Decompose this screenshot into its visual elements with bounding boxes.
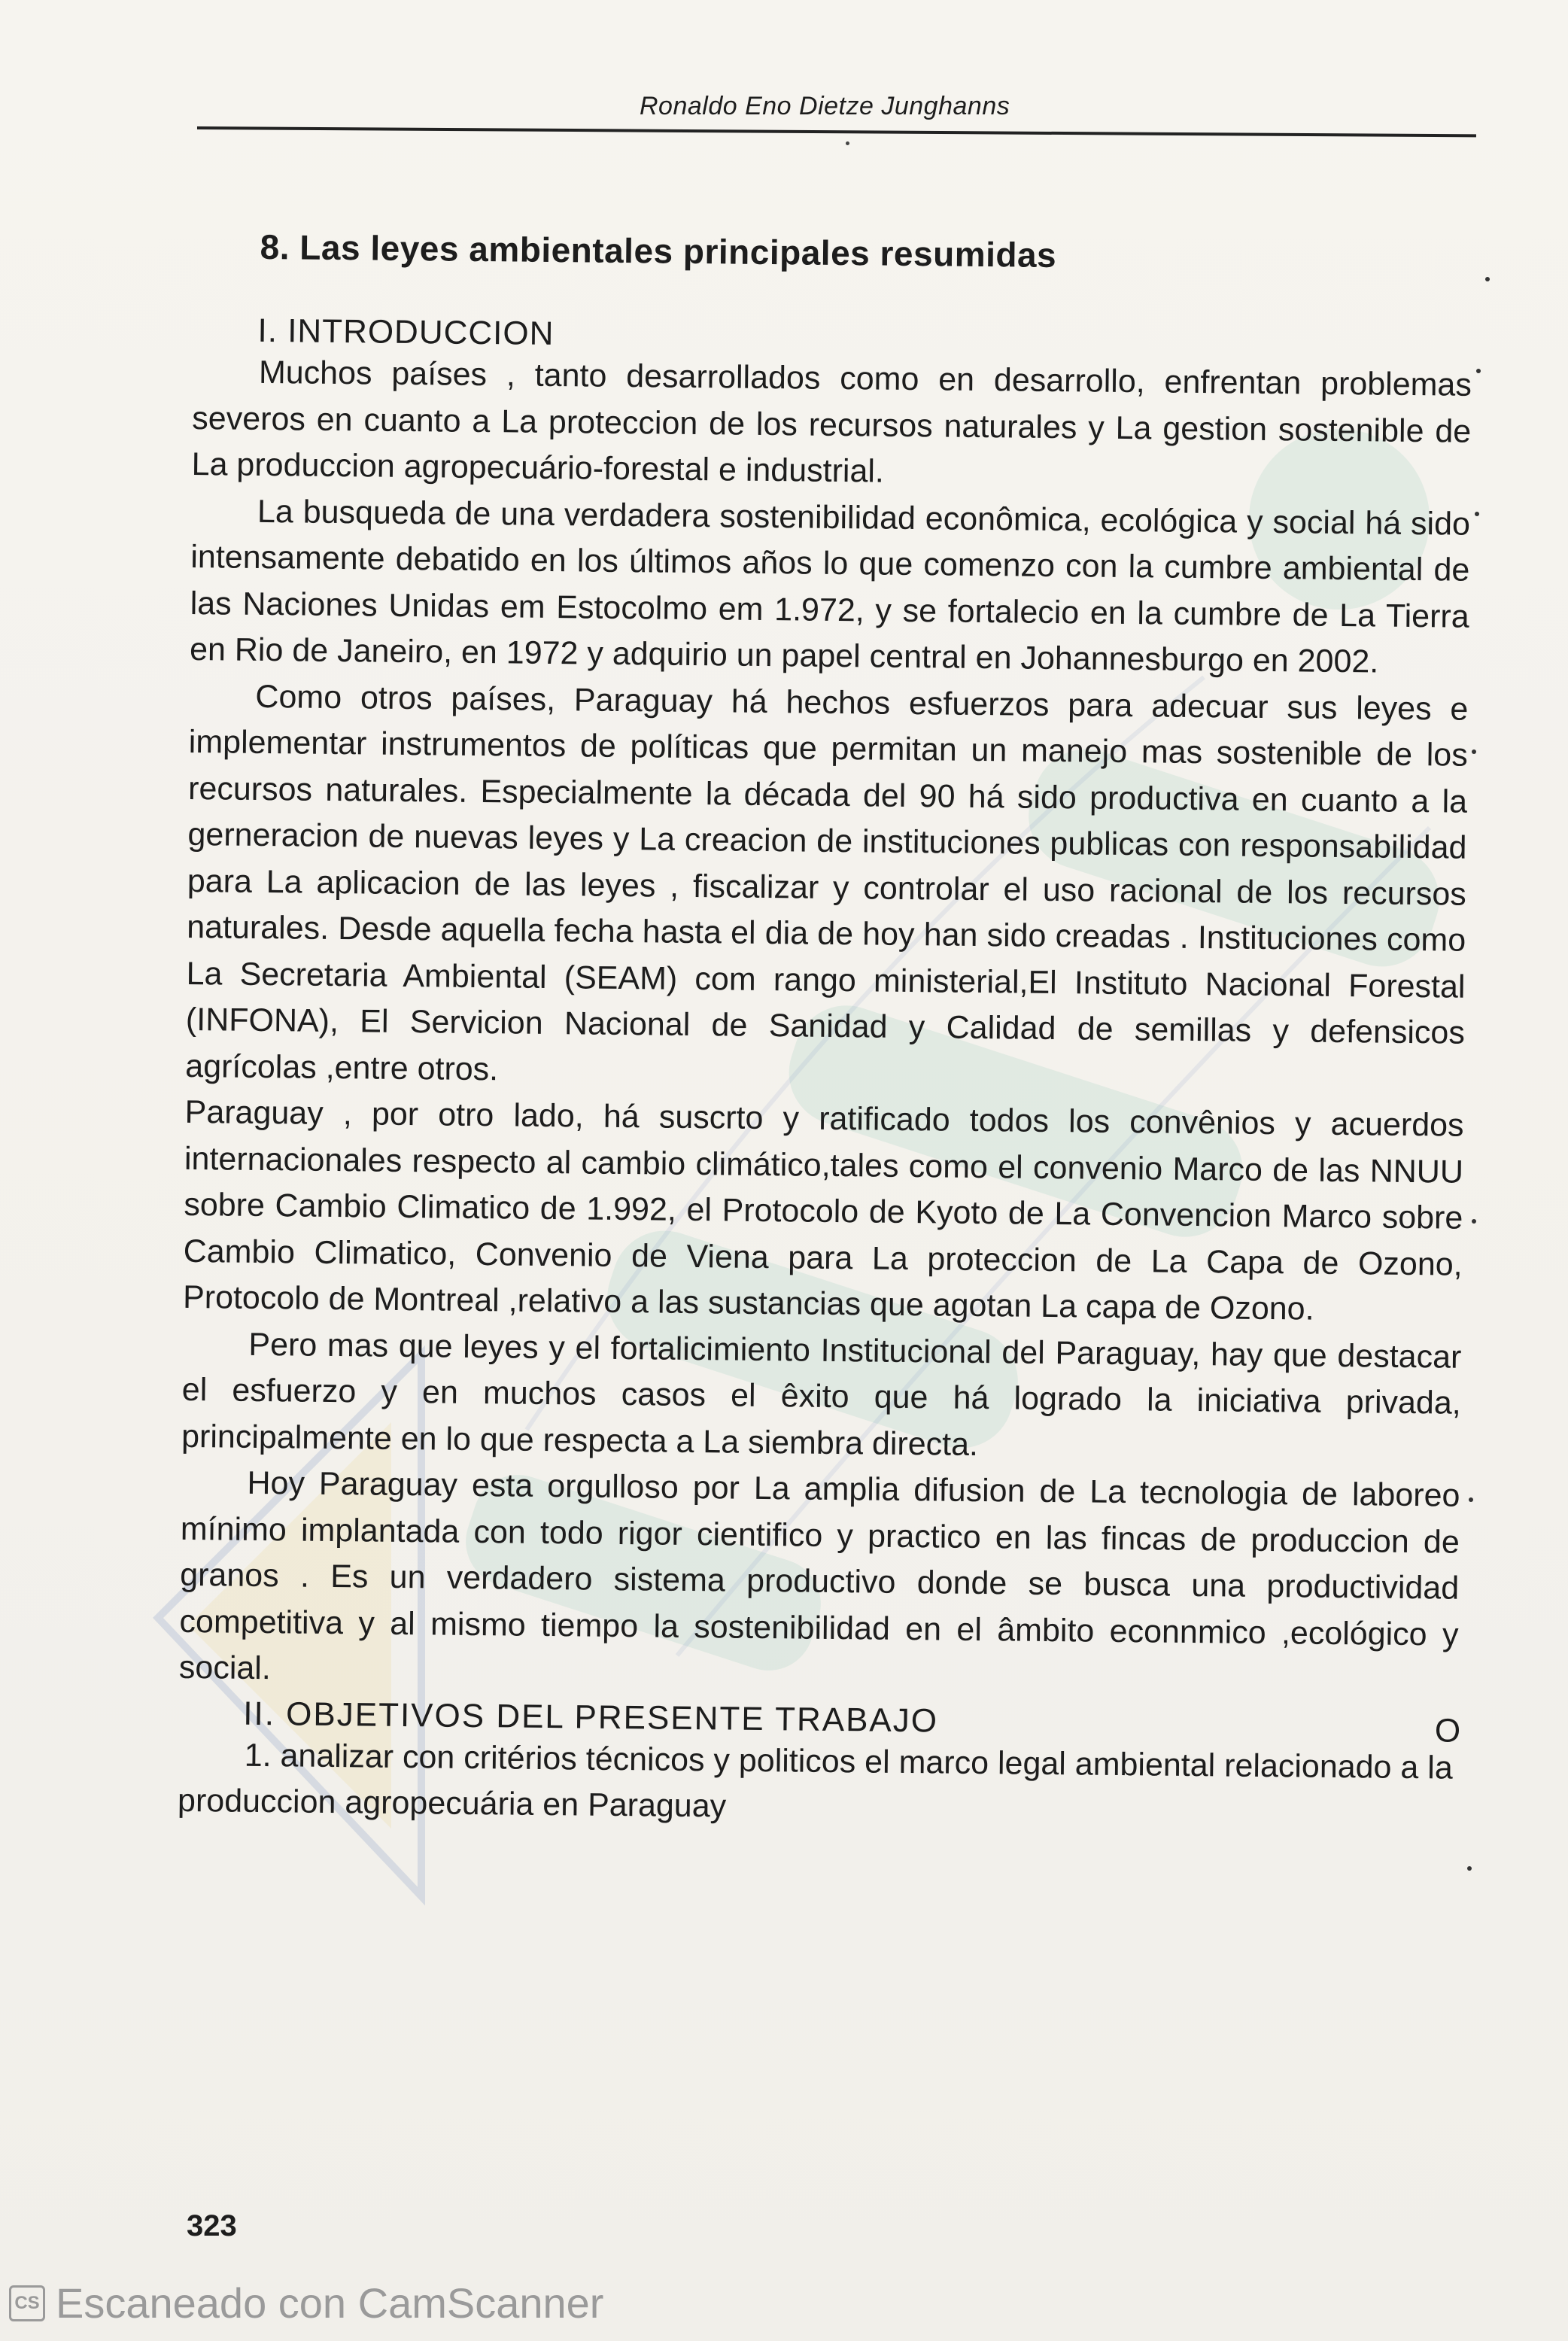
margin-dot [1475, 512, 1479, 516]
margin-dot [1485, 277, 1490, 281]
intro-paragraph-5: Pero mas que leyes y el fortalicimiento Institucional del Paraguay, hay que destacar el esfuerzo y en muchos casos el êxito que há logrado la iniciativa privada, principalmente en lo que respecta a La siembra directa. [181, 1326, 1462, 1463]
objectives-marker: O [1434, 1711, 1463, 1750]
objective-item-1: 1. analizar con critérios técnicos y politicos el marco legal ambiental relacionado a la produccion agropecuária en Paraguay [177, 1737, 1454, 1825]
margin-dot [1469, 1497, 1473, 1502]
objectives-heading: II. OBJETIVOS DEL PRESENTE TRABAJO [243, 1695, 939, 1739]
margin-dot [1467, 1866, 1472, 1871]
margin-dot [1472, 749, 1476, 754]
header-dot [846, 141, 849, 145]
intro-paragraph-6: Hoy Paraguay esta orgulloso por La amplia difusion de La tecnologia de laboreo mínimo implantada con todo rigor cientifico y practico en las fincas de produccion de granos . Es un verdadero sistema productivo donde se busca una productividad competitiva y al mismo tiempo la sostenibilidad en el âmbito econnmico ,ecológico y social. [178, 1464, 1460, 1687]
running-header-author: Ronaldo Eno Dietze Junghanns [640, 92, 1010, 120]
intro-paragraph-3: Como otros países, Paraguay há hechos esfuerzos para adecuar sus leyes e implementar instrumentos de políticas que permitan un manejo mas sostenible de los recursos naturales. Especialmente la década del 90 há sido productiva en cuanto a la gerneracion de nuevas leyes y La creacion de instituciones publicas con responsabilidad para La aplicacion de las leyes , fiscalizar y controlar el uso racional de los recursos naturales. Desde aquella fecha hasta el dia de hoy han sido creadas . Instituciones como La Secretaria Ambiental (SEAM) com rango ministerial,El Instituto Nacional Forestal (INFONA), El Servicion Nacional de Sanidad y Calidad de semillas y defensicos agrícolas ,entre otros. [185, 678, 1469, 1087]
page-body [178, 226, 1473, 1838]
section-title: 8. Las leyes ambientales principales resumidas [260, 226, 1057, 275]
margin-dot [1476, 369, 1481, 373]
introduction-heading: I. INTRODUCCION [257, 312, 555, 353]
camscanner-footer [9, 2279, 603, 2327]
intro-paragraph-1: Muchos países , tanto desarrollados como en desarrollo, enfrentan problemas severos en cuanto a La proteccion de los recursos naturales y La gestion sostenible de La produccion agropecuário-forestal e industrial. [191, 354, 1472, 490]
camscanner-text: Escaneado con CamScanner [56, 2279, 604, 2327]
intro-paragraph-2: La busqueda de una verdadera sostenibilidad econômica, ecológica y social há sido intensamente debatido en los últimos años lo que comenzo con la cumbre ambiental de las Naciones Unidas em Estocolmo em 1.972, y se fortalecio en la cumbre de La Tierra en Rio de Janeiro, en 1972 y adquirio un papel central en Johannesburgo en 2002. [189, 493, 1471, 680]
intro-paragraph-4: Paraguay , por otro lado, há suscrto y ratificado todos los convênios y acuerdos internacionales respecto al cambio climático,tales como el convenio Marco de las NNUU sobre Cambio Climatico de 1.992, el Protocolo de Kyoto de La Convencion Marco sobre Cambio Climatico, Convenio de Viena para La proteccion de La Capa de Ozono, Protocolo de Montreal ,relativo a las sustancias que agotan La capa de Ozono. [182, 1093, 1464, 1327]
margin-dot [1472, 1219, 1476, 1224]
header-rule [197, 126, 1476, 137]
page-number: 323 [187, 2209, 237, 2242]
camscanner-logo-icon: CS [9, 2285, 45, 2321]
